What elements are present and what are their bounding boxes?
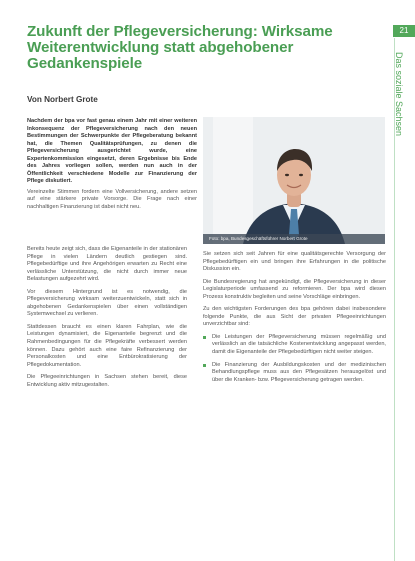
list-item: Die Finanzierung der Ausbildungskosten und der medizinischen Behandlungspflege muss aus den Pflegesätzen herausgelöst und über die Kranken- bzw. Pflegeversicherung getragen werden.: [203, 362, 386, 385]
page-number: 21: [393, 25, 415, 37]
photo-caption: Foto: bpa, Bundesgeschäftsführer Norbert Grote: [203, 234, 385, 244]
body-paragraph: Stattdessen braucht es einen klaren Fahrplan, wie die Leistungen dynamisiert, die Eigenanteile begrenzt und die Rahmenbedingungen für die Pflegekräfte verbessert werden können. Dazu gehört auch eine faire Refinanzierung der Personalkosten und eine Entbürokratisierung der Pflegedokumentation.: [27, 323, 187, 368]
body-paragraph: Die Bundesregierung hat angekündigt, die Pflegeversicherung in dieser Legislaturperiode umfassend zu reformieren. Der bpa wird diesen Prozess konstruktiv begleiten und seine Vorschläge einbringen.: [203, 278, 386, 300]
list-item: Die Leistungen der Pflegeversicherung müssen regelmäßig und verlässlich an die tatsächliche Kostenentwicklung angepasst werden, damit die Eigenanteile der Pflegebedürftigen nicht weiter steigen.: [203, 334, 386, 357]
portrait-photo: [203, 117, 385, 244]
body-paragraph: Die Pflegeeinrichtungen in Sachsen stehen bereit, diese Entwicklung aktiv mitzugestalten.: [27, 374, 187, 388]
right-column: [203, 251, 386, 389]
article-headline: Zukunft der Pflegeversicherung: Wirksame Weiterentwicklung statt abgehobener Gedankenspiele: [27, 23, 333, 72]
lead-paragraph: Nachdem der bpa vor fast genau einem Jahr mit einer weiteren Inkonsequenz der Pflegeversicherung nach den neuen Bestimmungen der Schwerpunkte der Pflegeberatung bekannt hat, die Themen Qualitätsprüfungen, zu denen die Pflegeversicherung ausgerichtet wurde, eine Expertenkommission eingesetzt, deren Ergebnisse bis Ende des Jahres vorliegen sollen, werden nun auch in der Öffentlichkeit verschiedene Modelle zur Finanzierung der Pflege diskutiert.: [27, 118, 197, 185]
intro-column: [27, 118, 197, 217]
portrait-illustration: [203, 117, 385, 244]
body-paragraph: Zu den wichtigsten Forderungen des bpa gehören dabei insbesondere folgende Punkte, die aus Sicht der privaten Pflegeeinrichtungen unverzichtbar sind:: [203, 306, 386, 328]
section-title: Das soziale Sachsen: [394, 52, 404, 137]
body-paragraph: Vor diesem Hintergrund ist es notwendig, die Pflegeversicherung wirksam weiterzuentwickeln, statt sich in abgehobenen Gedankenspielen über einen vollständigen Systemwechsel zu verlieren.: [27, 288, 187, 318]
article-author: Von Norbert Grote: [27, 95, 98, 104]
left-column: [27, 246, 187, 394]
body-paragraph: Vereinzelte Stimmen fordern eine Vollversicherung, andere setzen auf eine stärkere private Vorsorge. Die Frage nach einer nachhaltigen Finanzierung ist dabei nicht neu.: [27, 188, 197, 211]
demands-list: [203, 334, 386, 384]
body-paragraph: Sie setzen sich seit Jahren für eine qualitätsgerechte Versorgung der Pflegebedürftigen ein und bringen ihre Erfahrungen in die politische Diskussion ein.: [203, 251, 386, 273]
body-paragraph: Bereits heute zeigt sich, dass die Eigenanteile in der stationären Pflege in vielen Ländern deutlich gestiegen sind. Pflegebedürftige und ihre Angehörigen erwarten zu Recht eine verlässliche Unterstützung, die nicht durch immer neue Belastungen aufgezehrt wird.: [27, 246, 187, 283]
